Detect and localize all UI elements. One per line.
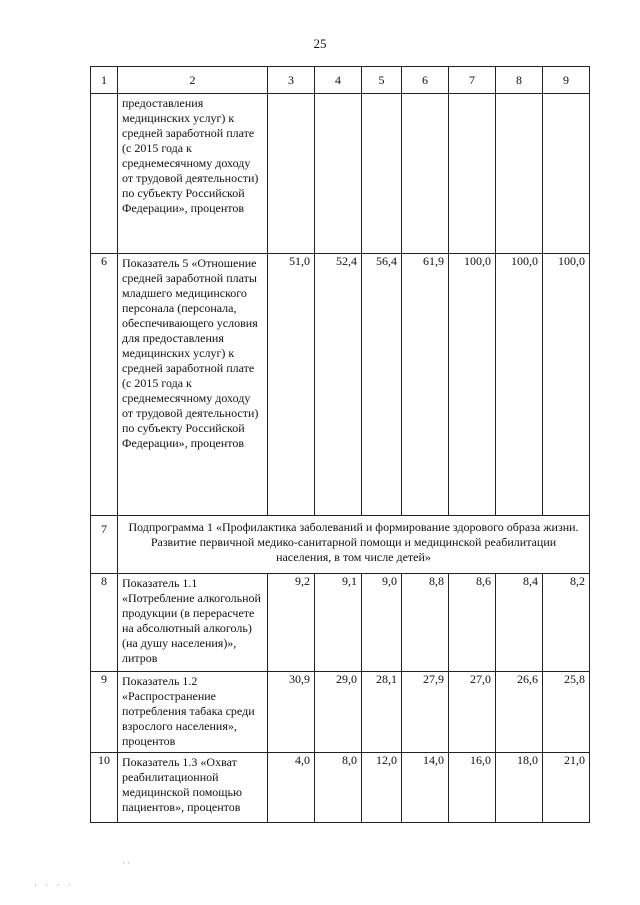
column-header: 1 — [91, 67, 118, 94]
value-cell: 30,9 — [268, 672, 315, 753]
row-number — [91, 94, 118, 254]
value-cell — [362, 94, 402, 254]
value-cell: 100,0 — [449, 254, 496, 516]
table-row — [91, 94, 590, 254]
value-cell: 4,0 — [268, 753, 315, 823]
indicator-name: Показатель 1.3 «Охват реабилитационной медицинской помощью пациентов», процентов — [118, 753, 268, 823]
value-cell: 25,8 — [543, 672, 590, 753]
value-cell: 16,0 — [449, 753, 496, 823]
indicators-table — [90, 66, 590, 823]
value-cell: 8,0 — [315, 753, 362, 823]
column-header: 6 — [402, 67, 449, 94]
table-row — [91, 254, 590, 516]
page-number: 25 — [313, 36, 327, 51]
column-header: 3 — [268, 67, 315, 94]
table-row — [91, 753, 590, 823]
value-cell: 21,0 — [543, 753, 590, 823]
value-cell: 8,2 — [543, 574, 590, 672]
value-cell: 27,9 — [402, 672, 449, 753]
value-cell: 100,0 — [496, 254, 543, 516]
value-cell: 8,8 — [402, 574, 449, 672]
column-header: 5 — [362, 67, 402, 94]
row-number: 10 — [91, 753, 118, 823]
value-cell: 18,0 — [496, 753, 543, 823]
indicator-name: предоставления медицинских услуг) к средней заработной плате (с 2015 года к среднемесячному доходу от трудовой деятельности) по субъекту Российской Федерации», процентов — [118, 94, 268, 254]
column-header: 4 — [315, 67, 362, 94]
row-number: 8 — [91, 574, 118, 672]
indicator-name: Показатель 5 «Отношение средней заработной платы младшего медицинского персонала (персонала, обеспечивающего условия для предоставления медицинских услуг) к средней заработной плате (с 2015 года к среднемесячному доходу от трудовой деятельности) по субъекту Российской Федерации», процентов — [118, 254, 268, 516]
value-cell: 61,9 — [402, 254, 449, 516]
value-cell: 26,6 — [496, 672, 543, 753]
value-cell: 27,0 — [449, 672, 496, 753]
value-cell — [402, 94, 449, 254]
table-row — [91, 672, 590, 753]
value-cell: 100,0 — [543, 254, 590, 516]
value-cell: 8,4 — [496, 574, 543, 672]
value-cell: 9,1 — [315, 574, 362, 672]
row-number: 7 — [91, 516, 118, 574]
value-cell: 9,2 — [268, 574, 315, 672]
column-header: 8 — [496, 67, 543, 94]
row-number: 9 — [91, 672, 118, 753]
row-number: 6 — [91, 254, 118, 516]
scan-artifact: · · · · — [34, 880, 74, 890]
value-cell: 56,4 — [362, 254, 402, 516]
value-cell: 9,0 — [362, 574, 402, 672]
column-header: 2 — [118, 67, 268, 94]
value-cell: 29,0 — [315, 672, 362, 753]
column-header: 7 — [449, 67, 496, 94]
scan-artifact: · · — [122, 858, 131, 868]
value-cell — [543, 94, 590, 254]
value-cell: 12,0 — [362, 753, 402, 823]
value-cell — [449, 94, 496, 254]
value-cell: 51,0 — [268, 254, 315, 516]
value-cell: 8,6 — [449, 574, 496, 672]
column-header: 9 — [543, 67, 590, 94]
value-cell: 28,1 — [362, 672, 402, 753]
table-row — [91, 574, 590, 672]
value-cell — [496, 94, 543, 254]
indicator-name: Показатель 1.2 «Распространение потребления табака среди взрослого населения», процентов — [118, 672, 268, 753]
subprogram-row — [91, 516, 590, 574]
subprogram-title: Подпрограмма 1 «Профилактика заболеваний и формирование здорового образа жизни. Развитие первичной медико-санитарной помощи и медицинской реабилитации населения, в том числе детей» — [118, 516, 590, 574]
value-cell — [315, 94, 362, 254]
value-cell: 52,4 — [315, 254, 362, 516]
table-header-row — [91, 67, 590, 94]
indicator-name: Показатель 1.1 «Потребление алкогольной продукции (в перерасчете на абсолютный алкоголь) (на душу населения)», литров — [118, 574, 268, 672]
value-cell — [268, 94, 315, 254]
value-cell: 14,0 — [402, 753, 449, 823]
